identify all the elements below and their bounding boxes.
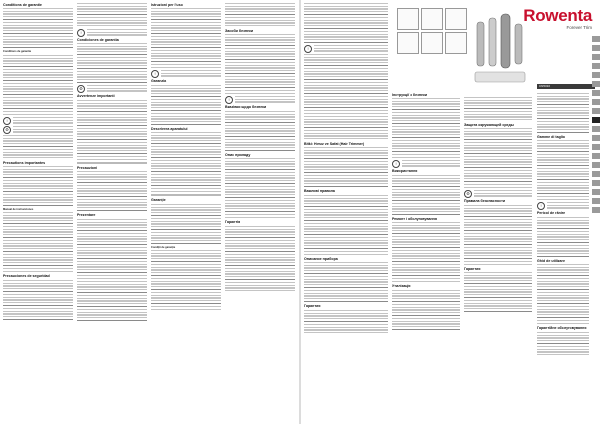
paragraph — [537, 140, 589, 200]
warning-icon: ! — [77, 29, 85, 37]
paragraph — [537, 217, 589, 257]
warning-text — [13, 126, 73, 134]
section-heading: Gamme di taglio — [537, 135, 565, 139]
section-heading: Pericol de rănire — [537, 211, 566, 216]
section-heading: Ghid de utilizare — [537, 258, 565, 263]
paragraph — [537, 93, 589, 133]
language-tab-sl[interactable] — [592, 198, 600, 204]
section-heading: Використання — [392, 169, 418, 174]
paragraph — [304, 3, 388, 43]
section-heading: Precauzioni — [77, 165, 98, 170]
language-tab-tr[interactable] — [592, 108, 600, 114]
right-column-1 — [304, 2, 388, 420]
model-reference: CN5310 — [539, 84, 551, 88]
paragraph — [464, 205, 532, 265]
paragraph — [151, 250, 221, 310]
brand-name: Rowenta — [523, 6, 592, 25]
usage-illustrations — [397, 8, 467, 72]
language-tab-fr[interactable] — [592, 36, 600, 42]
paragraph — [537, 332, 589, 356]
warning-text — [547, 202, 589, 210]
language-tab-sr[interactable] — [592, 207, 600, 213]
paragraph — [3, 280, 73, 320]
section-heading: Защита окружающей среды — [464, 123, 514, 127]
brand-logo — [523, 6, 592, 30]
language-tab-bg[interactable] — [592, 180, 600, 186]
section-heading: Condiciones de garantía — [77, 38, 119, 42]
paragraph — [304, 147, 388, 187]
warning-text — [161, 70, 221, 78]
paragraph — [225, 34, 295, 94]
paragraph — [3, 212, 73, 272]
paragraph — [77, 43, 147, 83]
right-column-2 — [392, 92, 460, 422]
paragraph — [77, 3, 147, 27]
section-heading: Описание прибора — [304, 256, 338, 261]
warning-item — [3, 126, 73, 134]
section-subheading: Conditions de garantie — [3, 50, 32, 54]
language-tabs — [592, 36, 600, 236]
right-column-4 — [537, 92, 589, 422]
left-column-1 — [3, 2, 73, 420]
language-tab-ro[interactable] — [592, 171, 600, 177]
paragraph — [3, 166, 73, 206]
language-tab-en[interactable] — [592, 45, 600, 51]
section-heading: Гарантія — [225, 220, 241, 225]
illustration-clean — [445, 32, 467, 54]
paragraph — [225, 268, 295, 292]
illustration-comb — [397, 8, 419, 30]
section-heading: Conditions de garantie — [3, 3, 42, 7]
section-heading: Avvertenze importanti — [77, 94, 115, 99]
paragraph — [77, 281, 147, 321]
section-heading: Ремонт і обслуговування — [392, 216, 437, 221]
section-divider — [151, 194, 221, 196]
paragraph — [304, 116, 388, 140]
section-heading: Bitki: Hırsız ve Safat (Hair Trimmer) — [304, 142, 365, 146]
paragraph — [3, 135, 73, 159]
warning-item — [151, 70, 221, 78]
language-tab-pt[interactable] — [592, 90, 600, 96]
warning-text — [13, 117, 73, 125]
model-reference-strip — [537, 84, 595, 89]
paragraph — [77, 100, 147, 160]
language-tab-nl[interactable] — [592, 63, 600, 69]
language-tab-hr[interactable] — [592, 189, 600, 195]
language-tab-uk[interactable] — [592, 126, 600, 132]
section-heading: Prezentare — [77, 213, 96, 218]
paragraph — [225, 3, 295, 27]
right-page — [301, 0, 600, 424]
section-heading: Descrierea aparatului — [151, 126, 188, 131]
paragraph — [392, 98, 460, 158]
paragraph — [151, 85, 221, 125]
section-heading: Опис приладу — [225, 152, 251, 157]
paragraph — [225, 111, 295, 151]
right-column-3 — [464, 96, 532, 422]
language-tab-pl[interactable] — [592, 135, 600, 141]
warning-icon: ! — [304, 45, 312, 53]
section-subheading: Manual de instrucciones — [3, 208, 34, 212]
paragraph — [304, 262, 388, 302]
warning-item — [464, 190, 532, 198]
illustration-trimmer — [421, 8, 443, 30]
section-heading: Засоби безпеки — [225, 29, 254, 33]
paragraph — [151, 8, 221, 68]
warning-item — [537, 202, 589, 210]
warning-item — [304, 45, 388, 53]
warning-item — [77, 85, 147, 93]
language-tab-sk[interactable] — [592, 153, 600, 159]
recycle-icon: ♻ — [3, 126, 11, 134]
paragraph — [3, 8, 73, 48]
left-column-3 — [151, 2, 221, 420]
section-heading: Важливі правила — [304, 189, 335, 194]
recycle-icon: ♻ — [77, 85, 85, 93]
warning-text — [314, 45, 388, 53]
illustration-beard — [421, 32, 443, 54]
left-column-2 — [77, 2, 147, 420]
paragraph — [225, 226, 295, 266]
paragraph — [151, 132, 221, 192]
left-column-4 — [225, 2, 295, 420]
language-tab-it[interactable] — [592, 72, 600, 78]
section-heading: Гарантия — [464, 266, 481, 271]
warning-text — [235, 96, 295, 104]
section-heading: Garanție — [151, 198, 166, 203]
left-page — [0, 0, 299, 424]
section-subheading: Condiții de garanție — [151, 245, 176, 249]
section-heading: Вказівки щодо безпеки — [225, 105, 267, 110]
paragraph — [77, 219, 147, 279]
paragraph — [304, 310, 388, 334]
paragraph — [464, 272, 532, 312]
paragraph — [77, 171, 147, 211]
section-heading: Утилізація — [392, 284, 411, 289]
device-illustration — [473, 4, 529, 90]
paragraph — [392, 175, 460, 215]
language-tab-hu[interactable] — [592, 162, 600, 168]
warning-text — [402, 160, 460, 168]
paragraph — [464, 97, 532, 121]
paragraph — [3, 55, 73, 115]
section-heading: Precautions importantes — [3, 160, 46, 165]
warning-icon: ! — [225, 96, 233, 104]
language-tab-cs[interactable] — [592, 144, 600, 150]
section-heading: Гарантійне обслуговування — [537, 326, 587, 331]
paragraph — [151, 204, 221, 244]
language-tab-el[interactable] — [592, 99, 600, 105]
warning-text — [87, 29, 147, 37]
section-heading: Гарантия — [304, 304, 321, 309]
paragraph — [392, 290, 460, 330]
warning-item — [77, 29, 147, 37]
section-heading: Istruzioni per l'uso — [151, 3, 183, 7]
warning-item — [392, 160, 460, 168]
recycle-icon: ♻ — [464, 190, 472, 198]
warning-text — [474, 190, 532, 198]
warning-item — [225, 96, 295, 104]
paragraph — [537, 264, 589, 324]
section-heading: Garanzia — [151, 79, 167, 84]
warning-icon: ! — [3, 117, 11, 125]
warning-icon: ! — [392, 160, 400, 168]
warning-text — [87, 85, 147, 93]
warning-icon: ! — [151, 70, 159, 78]
illustration-face — [397, 32, 419, 54]
section-heading: Інструкції з безпеки — [392, 93, 428, 97]
language-tab-es[interactable] — [592, 81, 600, 87]
section-divider — [77, 162, 147, 164]
warning-item — [3, 117, 73, 125]
section-heading: Правила безопасности — [464, 199, 506, 204]
language-tab-de[interactable] — [592, 54, 600, 60]
paragraph — [392, 222, 460, 282]
brand-tagline: Forever Trim — [566, 25, 592, 30]
paragraph — [304, 54, 388, 114]
paragraph — [464, 128, 532, 188]
illustration-head — [445, 8, 467, 30]
paragraph — [304, 195, 388, 255]
section-heading: Precauciones de seguridad — [3, 274, 50, 279]
trimmer-icon — [473, 4, 529, 90]
paragraph — [225, 158, 295, 218]
warning-icon: ! — [537, 202, 545, 210]
language-tab-ru[interactable] — [592, 117, 600, 123]
